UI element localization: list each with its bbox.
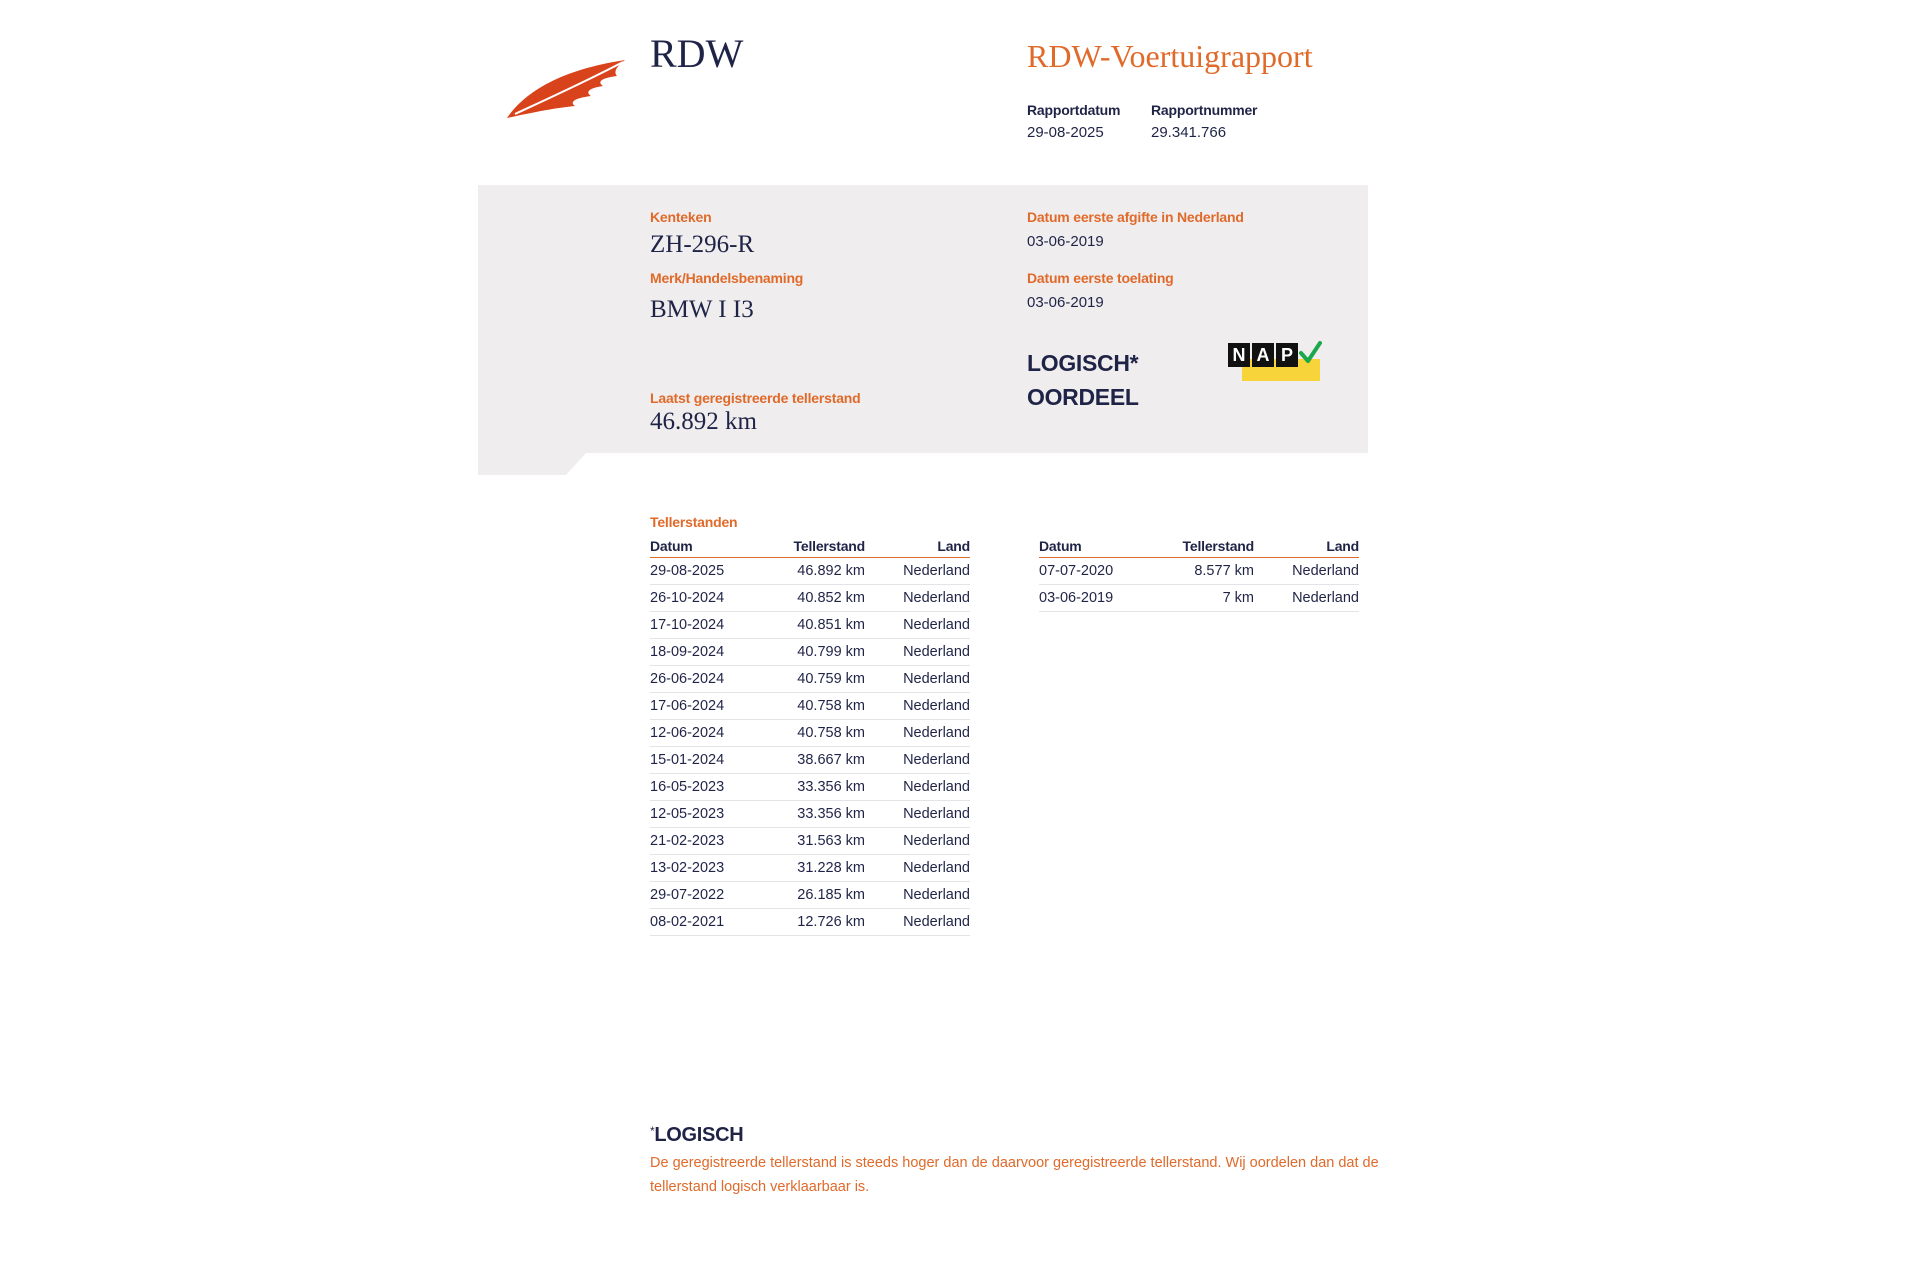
reading-value: 40.799 km (760, 639, 865, 666)
reading-date: 26-06-2024 (650, 666, 760, 693)
first-issue-nl-value: 03-06-2019 (1027, 233, 1104, 250)
reading-value: 40.759 km (760, 666, 865, 693)
reading-date: 26-10-2024 (650, 585, 760, 612)
nap-badge (1228, 343, 1320, 381)
reading-date: 21-02-2023 (650, 828, 760, 855)
checkmark-icon (1298, 339, 1322, 367)
reading-country: Nederland (865, 801, 970, 828)
reading-date: 18-09-2024 (650, 639, 760, 666)
reading-value: 40.851 km (760, 612, 865, 639)
verdict-line-2: OORDEEL (1027, 384, 1139, 410)
col-header-reading: Tellerstand (760, 538, 865, 558)
table-row (650, 747, 970, 774)
reading-date: 07-07-2020 (1039, 558, 1149, 585)
reading-value: 46.892 km (760, 558, 865, 585)
last-reading-value: 46.892 km (650, 408, 757, 435)
reading-country: Nederland (865, 882, 970, 909)
nap-letter-a: A (1252, 343, 1274, 367)
reading-date: 29-07-2022 (650, 882, 760, 909)
reading-country: Nederland (865, 774, 970, 801)
make-label: Merk/Handelsbenaming (650, 270, 804, 286)
reading-country: Nederland (865, 720, 970, 747)
table-row (1039, 585, 1359, 612)
reading-value: 31.563 km (760, 828, 865, 855)
table-row (650, 585, 970, 612)
reading-date: 12-05-2023 (650, 801, 760, 828)
summary-panel (478, 185, 1368, 475)
nap-letter-p: P (1276, 343, 1298, 367)
reading-date: 15-01-2024 (650, 747, 760, 774)
table-row (650, 882, 970, 909)
plate-label: Kenteken (650, 209, 712, 225)
report-number-label: Rapportnummer (1151, 102, 1258, 118)
table-row (650, 693, 970, 720)
last-reading-label: Laatst geregistreerde tellerstand (650, 390, 861, 406)
table-row (1039, 558, 1359, 585)
footnote-text: De geregistreerde tellerstand is steeds hoger dan de daarvoor geregistreerde tellerstand. Wij oordelen dan dat de tellerstand logisch verklaarbaar is. (650, 1155, 1379, 1195)
col-header-reading: Tellerstand (1149, 538, 1254, 558)
reading-country: Nederland (865, 612, 970, 639)
reading-date: 03-06-2019 (1039, 585, 1149, 612)
readings-table-right (1039, 538, 1359, 612)
reading-country: Nederland (865, 855, 970, 882)
footnote-star: * (650, 1124, 655, 1138)
readings-table-left (650, 538, 970, 936)
reading-country: Nederland (1254, 558, 1359, 585)
reading-country: Nederland (865, 747, 970, 774)
table-row (650, 558, 970, 585)
reading-date: 17-10-2024 (650, 612, 760, 639)
col-header-country: Land (865, 538, 970, 558)
report-date: 29-08-2025 (1027, 124, 1104, 141)
table-row (650, 855, 970, 882)
make-value: BMW I I3 (650, 296, 754, 323)
reading-value: 7 km (1149, 585, 1254, 612)
first-admission-value: 03-06-2019 (1027, 294, 1104, 311)
verdict-line-1: LOGISCH* (1027, 350, 1139, 376)
readings-title: Tellerstanden (650, 514, 738, 530)
nap-letter-n: N (1228, 343, 1250, 367)
reading-country: Nederland (865, 828, 970, 855)
reading-value: 40.852 km (760, 585, 865, 612)
reading-country: Nederland (865, 558, 970, 585)
reading-date: 08-02-2021 (650, 909, 760, 936)
reading-date: 13-02-2023 (650, 855, 760, 882)
reading-value: 40.758 km (760, 720, 865, 747)
reading-date: 29-08-2025 (650, 558, 760, 585)
reading-country: Nederland (865, 909, 970, 936)
table-row (650, 828, 970, 855)
col-header-country: Land (1254, 538, 1359, 558)
table-header-row (650, 538, 970, 558)
col-header-date: Datum (1039, 538, 1149, 558)
reading-date: 17-06-2024 (650, 693, 760, 720)
reading-value: 38.667 km (760, 747, 865, 774)
col-header-date: Datum (650, 538, 760, 558)
reading-value: 12.726 km (760, 909, 865, 936)
table-row (650, 801, 970, 828)
footnote-title: LOGISCH (654, 1124, 744, 1146)
reading-country: Nederland (1254, 585, 1359, 612)
table-row (650, 909, 970, 936)
report-title: RDW-Voertuigrapport (1027, 38, 1313, 74)
plate-value: ZH-296-R (650, 231, 755, 258)
reading-date: 12-06-2024 (650, 720, 760, 747)
table-row (650, 612, 970, 639)
reading-value: 26.185 km (760, 882, 865, 909)
reading-country: Nederland (865, 693, 970, 720)
reading-country: Nederland (865, 585, 970, 612)
reading-value: 33.356 km (760, 801, 865, 828)
table-row (650, 774, 970, 801)
first-issue-nl-label: Datum eerste afgifte in Nederland (1027, 209, 1244, 225)
reading-value: 40.758 km (760, 693, 865, 720)
reading-value: 33.356 km (760, 774, 865, 801)
table-header-row (1039, 538, 1359, 558)
reading-value: 8.577 km (1149, 558, 1254, 585)
report-number: 29.341.766 (1151, 124, 1227, 141)
brand-name: RDW (650, 31, 744, 76)
reading-date: 16-05-2023 (650, 774, 760, 801)
table-row (650, 639, 970, 666)
table-row (650, 666, 970, 693)
table-row (650, 720, 970, 747)
footnote-heading (650, 1124, 743, 1147)
reading-country: Nederland (865, 639, 970, 666)
reading-value: 31.228 km (760, 855, 865, 882)
report-date-label: Rapportdatum (1027, 102, 1121, 118)
first-admission-label: Datum eerste toelating (1027, 270, 1174, 286)
reading-country: Nederland (865, 666, 970, 693)
rdw-logo-icon (505, 52, 630, 122)
